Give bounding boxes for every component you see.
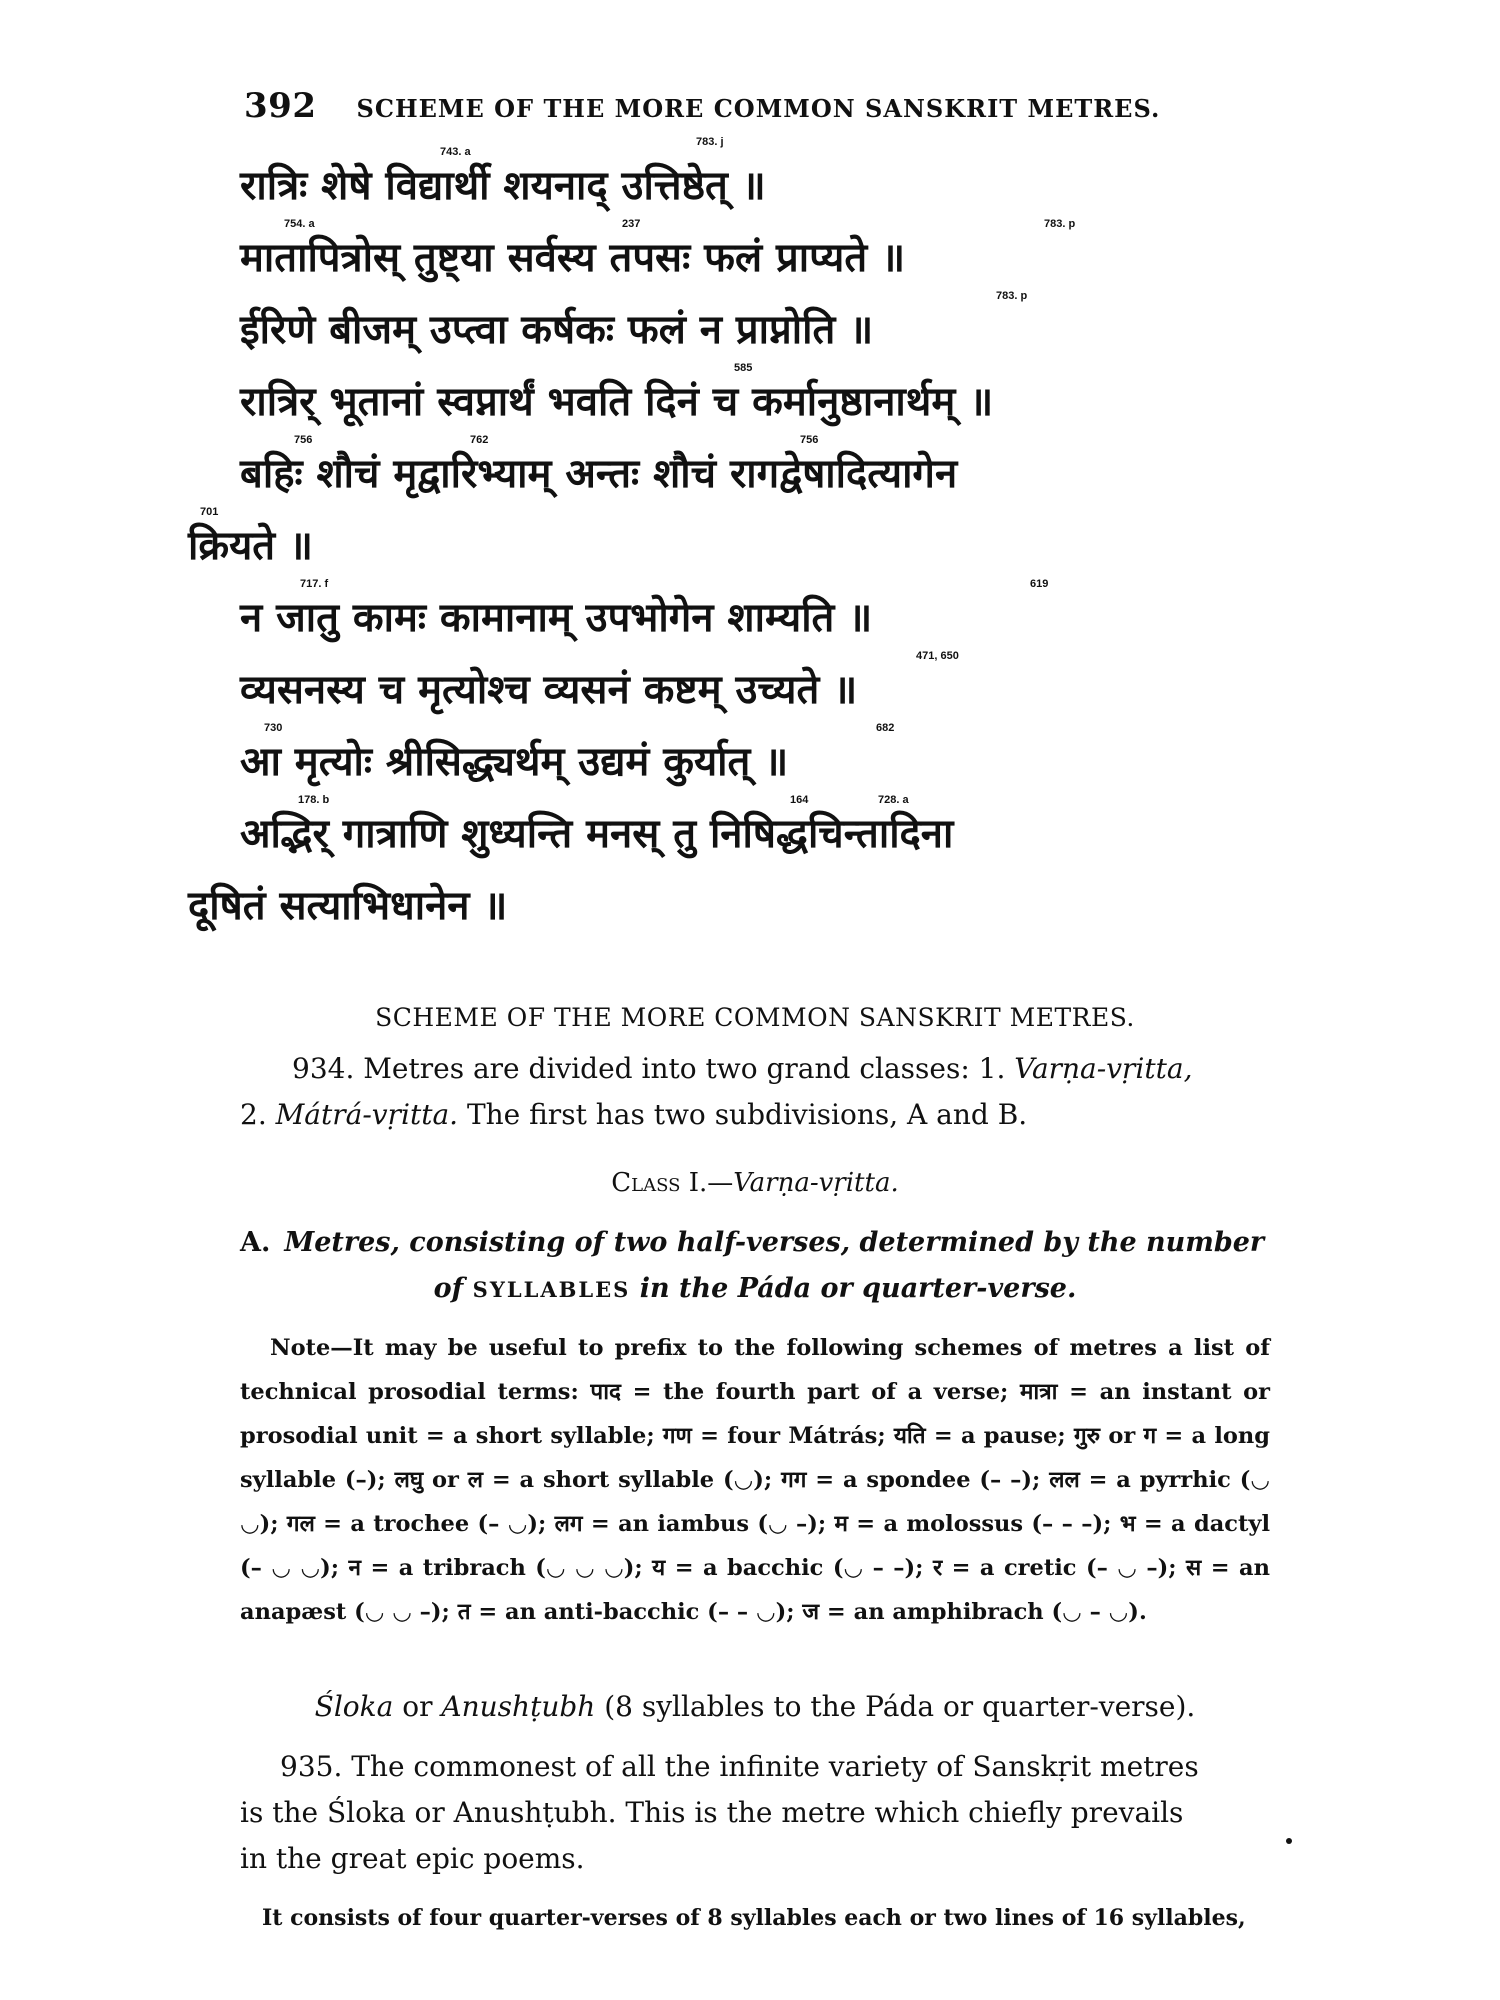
metre-heading [240,1690,1270,1723]
metre-or: or [402,1690,433,1723]
grammar-reference: 730 [264,722,283,734]
grammar-reference: 682 [876,722,895,734]
note-text: Note—It may be useful to prefix to the following schemes of metres a list of technical prosodial terms: पाद = the fourth part of a verse; मात्रा = an instant or prosodial unit = a short syllable; गण = four Mátrás; यति = a pause; गुरु or ग = a long syllable (–); लघु or ल = a short syllable (◡); गग = a spondee (– –); लल = a pyrrhic (◡ ◡); गल = a trochee (– ◡); लग = an iambus (◡ –); म = a molossus (– – –); भ = a dactyl (– ◡ ◡); न = a tribrach (◡ ◡ ◡); य = a bacchic (◡ – –); र = a cretic (– ◡ –); स = an anapæst (◡ ◡ –); त = an anti-bacchic (– – ◡); ज = an amphibrach (◡ – ◡). [240,1335,1270,1625]
paragraph-text: Metres are divided into two grand classes: [363,1052,970,1085]
sanskrit-line [240,794,1270,870]
metre-name: Śloka [314,1690,394,1723]
grammar-reference: 743. a [440,146,471,158]
class-heading [240,1168,1270,1198]
grammar-reference: 178. b [298,794,330,806]
paragraph-line: 935. The commonest of all the infinite variety of Sanskṛit metres [280,1750,1199,1783]
subdivision-title: Metres, consisting of two half-verses, determined by the number [284,1227,1265,1258]
sanskrit-text: अद्भिर् गात्राणि शुध्यन्ति मनस् तु निषिद्धचिन्तादिना [240,811,954,857]
sanskrit-text: दूषितं सत्याभिधानेन ॥ [188,883,508,929]
subdivision-text: of [433,1273,464,1304]
class-label: Class I. [611,1168,708,1198]
grammar-reference: 783. p [996,290,1028,302]
paragraph-line: in the great epic poems. [240,1842,585,1875]
sanskrit-text: आ मृत्योः श्रीसिद्ध्यर्थम् उद्यमं कुर्यात् ॥ [240,739,789,785]
grammar-reference: 762 [470,434,489,446]
section-heading: SCHEME OF THE MORE COMMON SANSKRIT METRES. [375,1003,1135,1032]
sanskrit-text: ईरिणे बीजम् उप्त्वा कर्षकः फलं न प्राप्नोति ॥ [240,307,874,353]
sanskrit-text: क्रियते ॥ [188,523,313,569]
running-title: SCHEME OF THE MORE COMMON SANSKRIT METRES. [356,94,1161,123]
grammar-reference: 701 [200,506,219,518]
grammar-reference: 164 [790,794,809,806]
sanskrit-examples [188,136,1270,942]
prosody-note [240,1326,1270,1634]
sanskrit-line [240,362,1270,438]
subdivision-caps: SYLLABLES [472,1277,631,1302]
metre-description: (8 syllables to the Páda or quarter-verse). [604,1690,1196,1723]
sanskrit-text: न जातु कामः कामानाम् उपभोगेन शाम्यति ॥ [240,595,873,641]
grammar-reference: 756 [800,434,819,446]
grammar-reference: 783. j [696,136,724,148]
sanskrit-line [188,506,1270,582]
sanskrit-line [240,290,1270,366]
subdivision-text: in the Páda or quarter-verse. [639,1273,1077,1304]
page-number: 392 [244,86,317,126]
paragraph-text: The first has two subdivisions, A and B. [466,1098,1028,1131]
continuation-line: It consists of four quarter-verses of 8 syllables each or two lines of 16 syllables, [262,1905,1246,1931]
grammar-reference: 756 [294,434,313,446]
sanskrit-text: बहिः शौचं मृद्वारिभ्याम् अन्तः शौचं रागद्वेषादित्यागेन [240,451,958,497]
sanskrit-line [240,136,1270,222]
class-dash: — [707,1168,734,1198]
class-name: Mátrá-vṛitta. [275,1098,459,1131]
subdivision-heading [240,1220,1270,1313]
sanskrit-text: व्यसनस्य च मृत्योश्च व्यसनं कष्टम् उच्यते ॥ [240,667,858,713]
sanskrit-line [240,434,1270,510]
grammar-reference: 728. a [878,794,909,806]
sanskrit-text: रात्रिर् भूतानां स्वप्नार्थं भवति दिनं च कर्मानुष्ठानार्थम् ॥ [240,379,994,425]
sanskrit-line [240,650,1270,726]
subdivision-letter: A. [240,1227,271,1258]
class-name: Varṇa-vṛitta. [733,1168,899,1198]
sanskrit-line [240,578,1270,654]
metre-name: Anushṭubh [441,1690,596,1723]
paragraph-number: 934. [292,1052,355,1085]
paragraph-935 [240,1744,1270,1882]
grammar-reference: 783. p [1044,218,1076,230]
subdivision-title-line2 [240,1266,1270,1313]
grammar-reference: 619 [1030,578,1049,590]
grammar-reference: 585 [734,362,753,374]
grammar-reference: 237 [622,218,641,230]
grammar-reference: 471, 650 [916,650,959,662]
grammar-reference: 717. f [300,578,329,590]
print-speck [1286,1838,1292,1844]
paragraph-934 [240,1046,1270,1138]
paragraph-line: is the Śloka or Anushṭubh. This is the metre which chiefly prevails [240,1796,1184,1829]
sanskrit-line [188,870,1270,942]
list-number: 1. [978,1052,1006,1085]
running-header [244,86,1244,126]
sanskrit-line [240,218,1270,294]
sanskrit-line [240,722,1270,798]
sanskrit-text: मातापित्रोस् तुष्ट्या सर्वस्य तपसः फलं प्राप्यते ॥ [240,235,906,281]
grammar-reference: 754. a [284,218,315,230]
sanskrit-text: रात्रिः शेषे विद्यार्थी शयनाद् उत्तिष्ठेत् ॥ [240,163,766,209]
list-number: 2. [240,1098,267,1131]
class-name: Varṇa-vṛitta, [1014,1052,1193,1085]
